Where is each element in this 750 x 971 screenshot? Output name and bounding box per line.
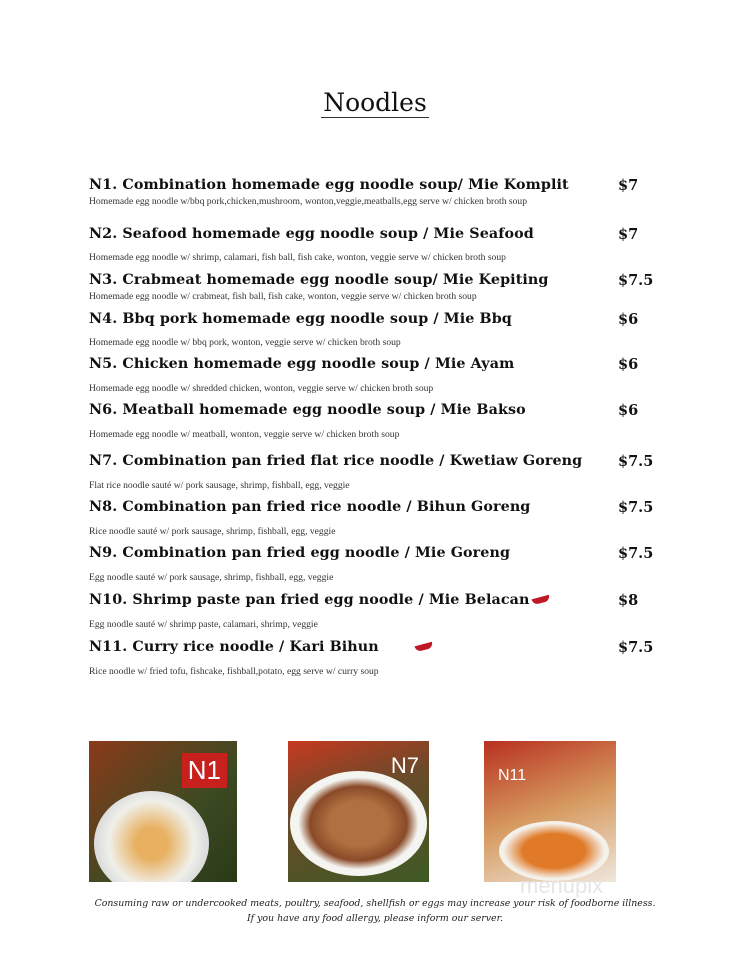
photo-label: N11 — [498, 767, 527, 784]
item-desc: Egg noodle sauté w/ pork sausage, shrimp, fishball, egg, veggie — [89, 572, 334, 583]
item-price: $7 — [618, 226, 639, 243]
item-name-text: N11. Curry rice noodle / Kari Bihun — [89, 639, 379, 655]
item-price: $6 — [618, 311, 639, 328]
item-name: N3. Crabmeat homemade egg noodle soup/ Mie Kepiting — [89, 272, 549, 288]
chili-pepper-icon — [531, 595, 550, 605]
photo-label: N1 — [182, 753, 227, 788]
item-desc: Rice noodle w/ fried tofu, fishcake, fishball,potato, egg serve w/ curry soup — [89, 666, 379, 677]
photo-n7 — [288, 741, 429, 882]
item-desc: Rice noodle sauté w/ pork sausage, shrimp, fishball, egg, veggie — [89, 526, 336, 537]
item-name: N2. Seafood homemade egg noodle soup / Mie Seafood — [89, 226, 534, 242]
page-title — [0, 88, 750, 117]
item-name-text: N10. Shrimp paste pan fried egg noodle / Mie Belacan — [89, 592, 530, 608]
item-desc: Homemade egg noodle w/ meatball, wonton, veggie serve w/ chicken broth soup — [89, 429, 400, 440]
item-desc: Flat rice noodle sauté w/ pork sausage, shrimp, fishball, egg, veggie — [89, 480, 350, 491]
item-name — [89, 639, 433, 655]
footer-note-1: Consuming raw or undercooked meats, poultry, seafood, shellfish or eggs may increase your risk of foodborne illness. — [94, 898, 656, 909]
chili-pepper-icon — [414, 642, 433, 652]
item-name: N9. Combination pan fried egg noodle / Mie Goreng — [89, 545, 511, 561]
page-title-text: Noodles — [323, 88, 427, 117]
fried-noodle-plate-image — [290, 771, 427, 876]
item-desc: Homemade egg noodle w/bbq pork,chicken,mushroom, wonton,veggie,meatballs,egg serve w/ chicken broth soup — [89, 196, 528, 207]
photo-label: N7 — [390, 753, 419, 778]
item-price: $7.5 — [618, 499, 654, 516]
item-name — [89, 592, 550, 608]
photo-n1 — [89, 741, 237, 882]
item-desc: Homemade egg noodle w/ shrimp, calamari, fish ball, fish cake, wonton, veggie serve w/ chicken broth soup — [89, 252, 506, 263]
item-name: N4. Bbq pork homemade egg noodle soup / Mie Bbq — [89, 311, 512, 327]
item-price: $7.5 — [618, 272, 654, 289]
item-desc: Egg noodle sauté w/ shrimp paste, calamari, shrimp, veggie — [89, 619, 318, 630]
item-price: $7 — [618, 177, 639, 194]
item-price: $7.5 — [618, 453, 654, 470]
noodle-bowl-image — [94, 791, 209, 882]
item-price: $8 — [618, 592, 639, 609]
item-price: $7.5 — [618, 545, 654, 562]
item-desc: Homemade egg noodle w/ crabmeat, fish ball, fish cake, wonton, veggie serve w/ chicken broth soup — [89, 291, 477, 302]
item-name: N1. Combination homemade egg noodle soup/ Mie Komplit — [89, 177, 569, 193]
item-desc: Homemade egg noodle w/ shredded chicken, wonton, veggie serve w/ chicken broth soup — [89, 383, 434, 394]
item-price: $6 — [618, 356, 639, 373]
item-price: $7.5 — [618, 639, 654, 656]
footer-note-2: If you have any food allergy, please inform our server. — [246, 913, 504, 924]
item-price: $6 — [618, 402, 639, 419]
watermark: menupix — [520, 873, 604, 898]
item-name: N5. Chicken homemade egg noodle soup / Mie Ayam — [89, 356, 515, 372]
curry-bowl-image — [499, 821, 609, 881]
item-name: N7. Combination pan fried flat rice noodle / Kwetiaw Goreng — [89, 453, 583, 469]
item-name: N8. Combination pan fried rice noodle / Bihun Goreng — [89, 499, 531, 515]
item-desc: Homemade egg noodle w/ bbq pork, wonton, veggie serve w/ chicken broth soup — [89, 337, 401, 348]
photo-n11 — [484, 741, 616, 882]
item-name: N6. Meatball homemade egg noodle soup / Mie Bakso — [89, 402, 526, 418]
